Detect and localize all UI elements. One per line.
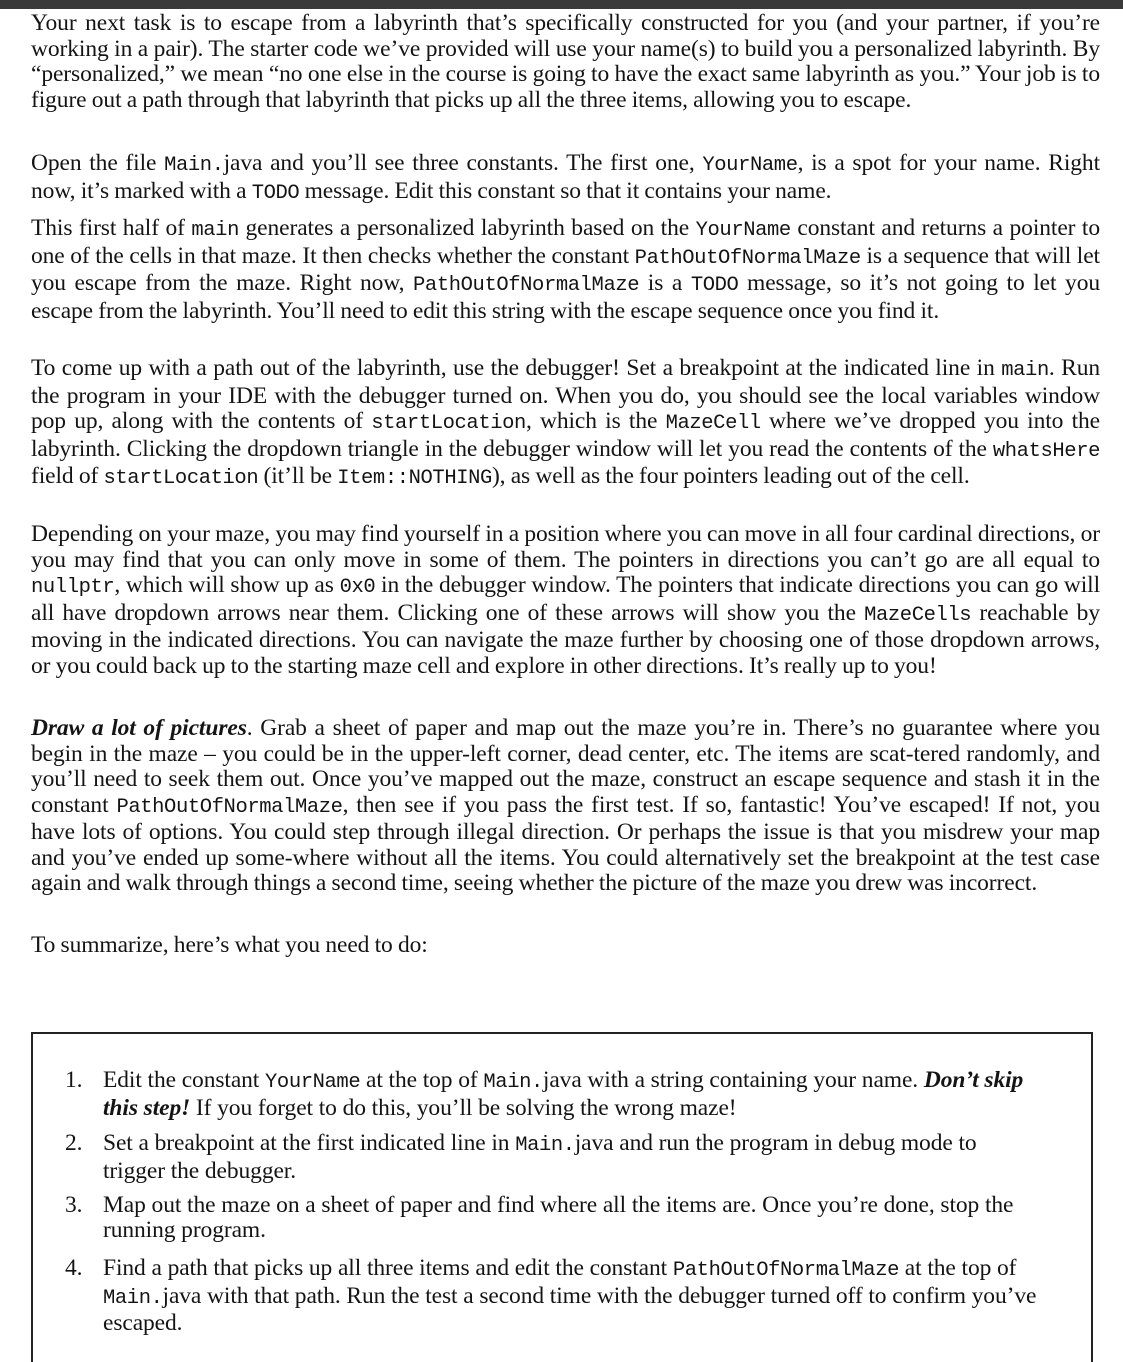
- paragraph-generate-labyrinth: This first half of main generates a personalized labyrinth based on the YourName constant and returns a pointer to one of the cells in that maze. It then checks whether the constant PathOutOfNormalMaze is a sequence that will let you escape from the maze. Right now, PathOutOfNormalMaze is a TODO message, so it’s not going to let you escape from the labyrinth. You’ll need to edit this string with the escape sequence once you find it.: [31, 215, 1100, 324]
- paragraph-draw-pictures: Draw a lot of pictures. Grab a sheet of paper and map out the maze you’re in. There’s no guarantee where you begin in the maze – you could be in the upper-left corner, dead center, etc. The items are scat-tered randomly, and you’ll need to seek them out. Once you’ve mapped out the maze, construct an escape sequence and stash it in the constant PathOutOfNormalMaze, then see if you pass the first test. If so, fantastic! You’ve escaped! If not, you have lots of options. You could step through illegal direction. Or perhaps the issue is that you misdrew your map and you’ve ended up some-where without all the items. You could alternatively set the breakpoint at the test case again and walk through things a second time, seeing whether the picture of the maze you drew was incorrect.: [31, 715, 1101, 896]
- paragraph-directions: Depending on your maze, you may find yourself in a position where you can move in all four cardinal directions, or you may find that you can only move in some of them. The pointers in directions you can’t go are all equal to nullptr, which will show up as 0x0 in the debugger window. The pointers that indicate directions you can go will all have dropdown arrows near them. Clicking one of these arrows will show you the MazeCells reachable by moving in the indicated directions. You can navigate the maze further by choosing one of those dropdown arrows, or you could back up to the starting maze cell and explore in other directions. It’s really up to you!: [31, 521, 1100, 679]
- steps-box: [31, 1032, 1093, 1362]
- step-item: 2. Set a breakpoint at the first indicated line in Main.java and run the program in debug mode to trigger the debugger.: [65, 1130, 977, 1184]
- step-item: 3. Map out the maze on a sheet of paper and find where all the items are. Once you’re done, stop the running program.: [65, 1192, 1014, 1243]
- paragraph-use-debugger: To come up with a path out of the labyrinth, use the debugger! Set a breakpoint at the indicated line in main. Run the program in your IDE with the debugger turned on. When you do, you should see the local variables window pop up, along with the contents of startLocation, which is the MazeCell where we’ve dropped you into the labyrinth. Clicking the dropdown triangle in the debugger window will let you read the contents of the whatsHere field of startLocation (it’ll be Item::NOTHING), as well as the four pointers leading out of the cell.: [31, 355, 1100, 490]
- step-item: 4. Find a path that picks up all three items and edit the constant PathOutOfNormalMaze at the top of Main.java with that path. Run the test a second time with the debugger turned off to confirm you’ve escaped.: [65, 1255, 1037, 1336]
- step-item: 1. Edit the constant YourName at the top of Main.java with a string containing your name. Don’t skip this step! If you forget to do this, you’ll be solving the wrong maze!: [65, 1067, 1024, 1121]
- paragraph-main-file: Open the file Main.java and you’ll see three constants. The first one, YourName, is a spot for your name. Right now, it’s marked with a TODO message. Edit this constant so that it contains your name.: [31, 150, 1100, 205]
- paragraph-summary-intro: To summarize, here’s what you need to do:: [31, 932, 428, 958]
- page-top-border: [0, 0, 1123, 9]
- intro-paragraph: Your next task is to escape from a labyrinth that’s specifically constructed for you (and your partner, if you’re working in a pair). The starter code we’ve provided will use your name(s) to build you a personalized labyrinth. By “personalized,” we mean “no one else in the course is going to have the exact same labyrinth as you.” Your job is to figure out a path through that labyrinth that picks up all the three items, allowing you to escape.: [31, 10, 1100, 113]
